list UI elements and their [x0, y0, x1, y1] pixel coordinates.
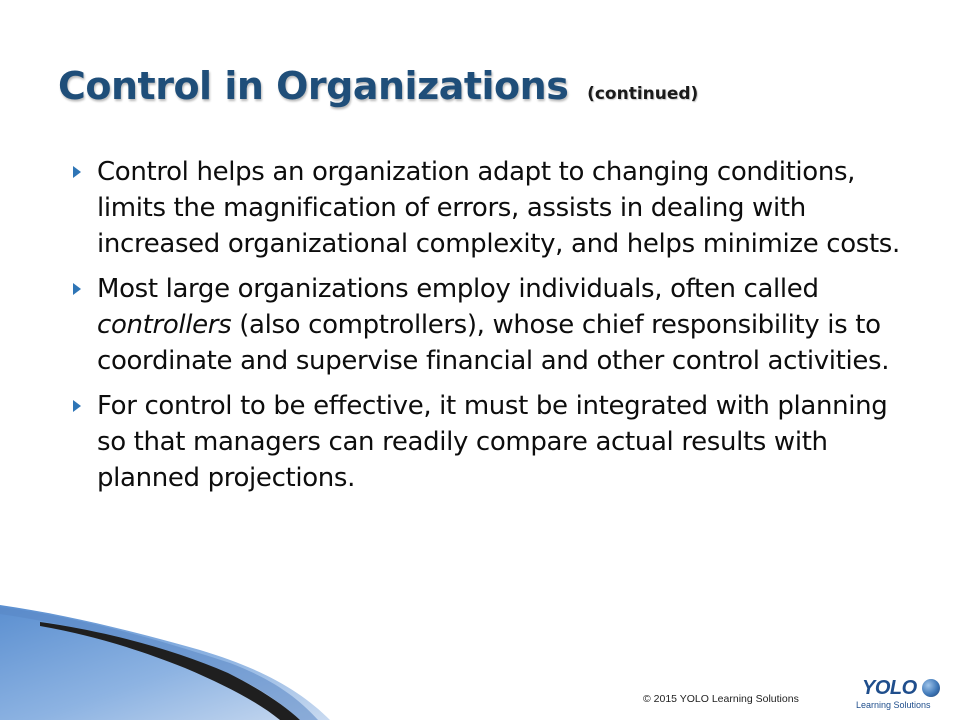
title-main: Control in Organizations [58, 64, 569, 108]
bullet-item [70, 154, 920, 262]
globe-icon [922, 679, 940, 697]
bullet-text: For control to be effective, it must be integrated with planning so that managers can readily compare actual results with planned projections. [97, 391, 888, 493]
company-logo [848, 677, 944, 715]
title-suffix: (continued) [587, 84, 699, 104]
bullet-list [70, 154, 920, 505]
bullet-arrow-icon [73, 400, 81, 412]
copyright-notice: © 2015 YOLO Learning Solutions [643, 693, 799, 705]
bullet-arrow-icon [73, 166, 81, 178]
bullet-emphasis: controllers [97, 310, 232, 340]
logo-wordmark: YOLO [862, 677, 917, 699]
bullet-text: Control helps an organization adapt to changing conditions, limits the magnification of errors, assists in dealing with increased organizational complexity, and helps minimize costs. [97, 157, 900, 259]
bullet-arrow-icon [73, 283, 81, 295]
logo-subtext: Learning Solutions [856, 700, 931, 710]
bullet-item [70, 271, 920, 379]
slide-title [58, 62, 918, 118]
bullet-text [97, 271, 920, 379]
bullet-text-after: (also comptrollers), whose chief responsibility is to coordinate and supervise financial and other control activities. [97, 310, 890, 376]
bullet-text-before: Most large organizations employ individuals, often called [97, 274, 819, 304]
bullet-item [70, 388, 920, 496]
